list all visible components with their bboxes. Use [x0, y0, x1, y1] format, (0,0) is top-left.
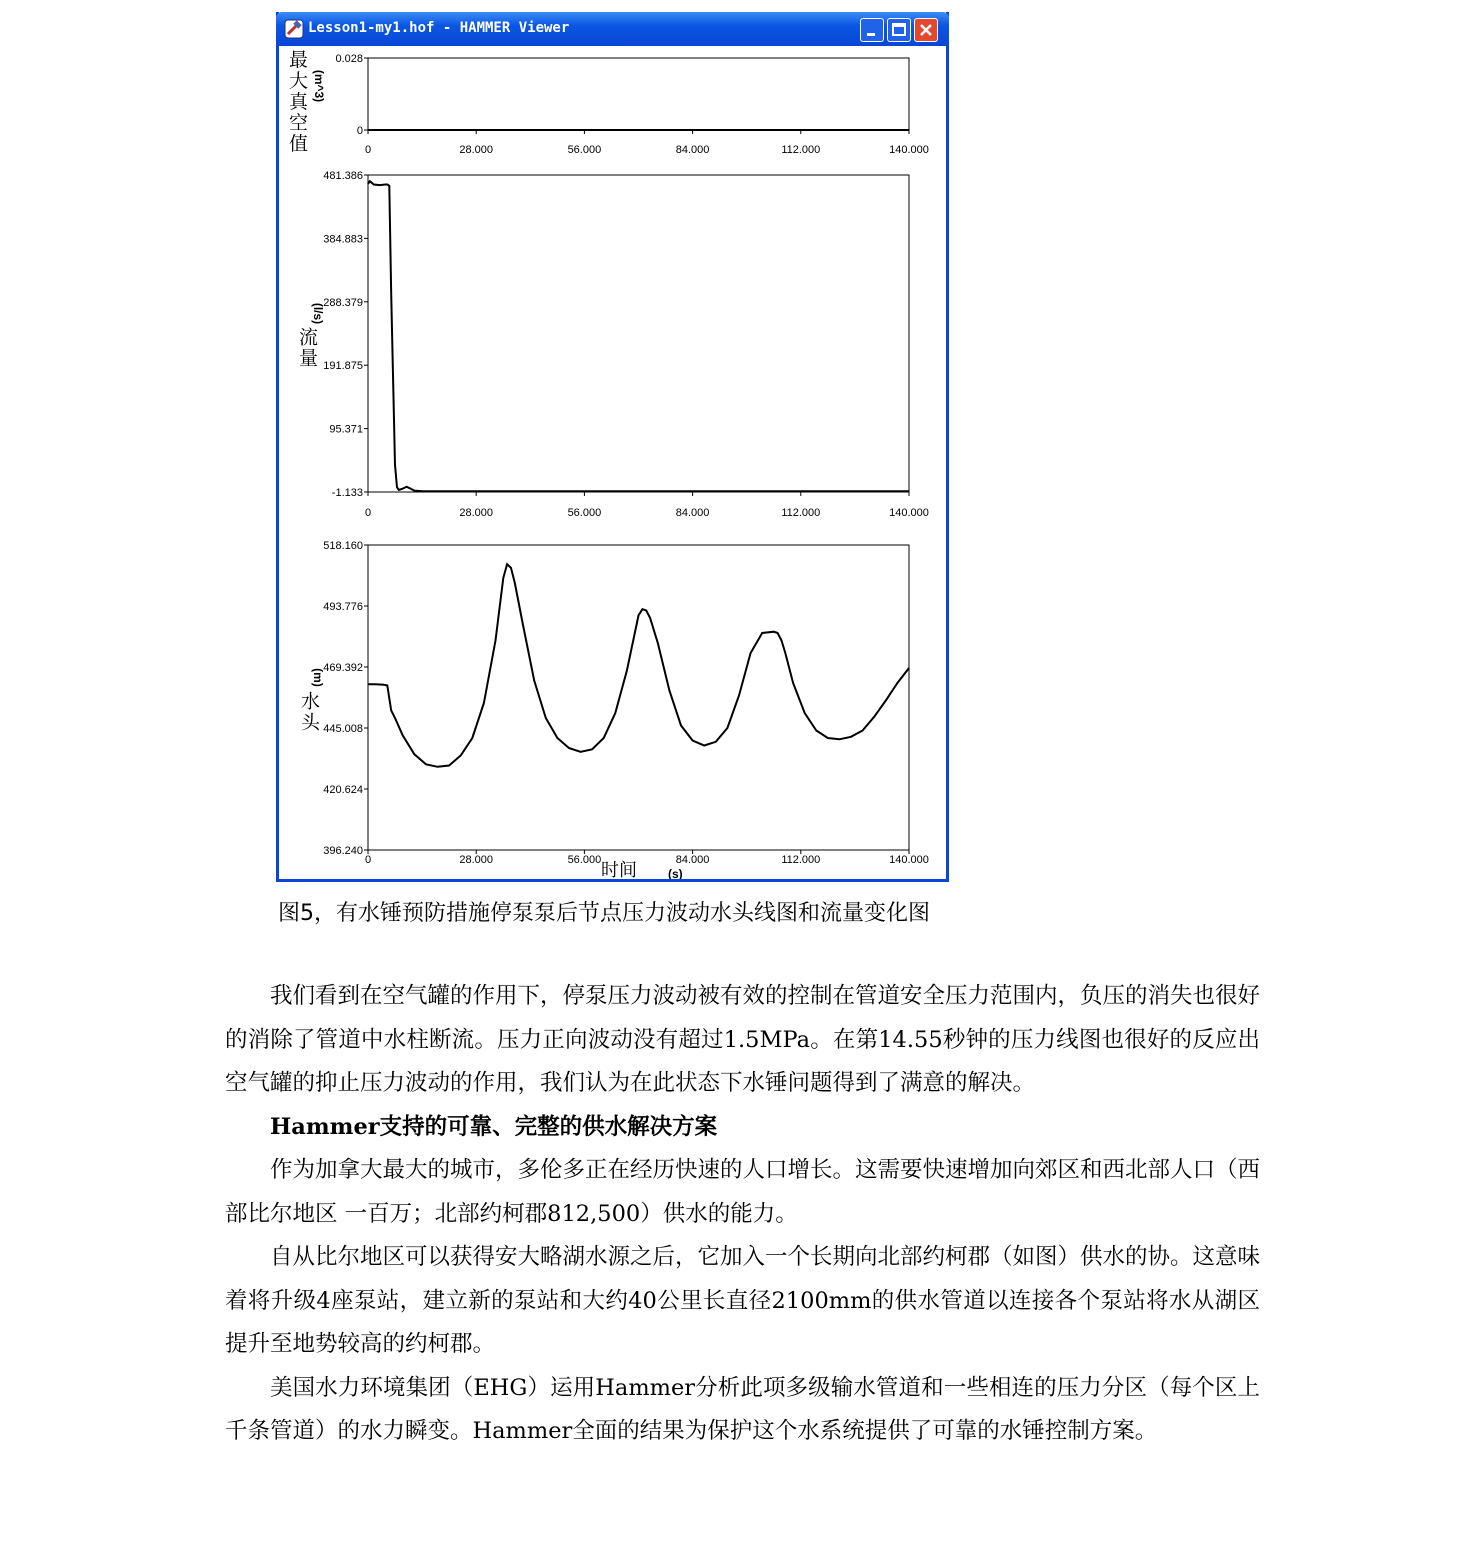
y-tick-label: 445.008 — [323, 723, 363, 735]
y-tick-label: 0 — [356, 125, 363, 137]
y-tick-label: 396.240 — [323, 845, 363, 857]
x-tick-label: 84.000 — [675, 507, 710, 519]
plot-frame — [368, 545, 909, 850]
y-axis-unit: (m) — [311, 668, 325, 687]
x-tick-label: 28.000 — [459, 144, 494, 156]
y-tick-label: 481.386 — [323, 170, 363, 182]
close-button[interactable] — [914, 18, 938, 42]
y-axis-unit: (m^3) — [312, 69, 326, 103]
y-tick-label: 469.392 — [323, 662, 363, 674]
y-axis-label-char: 值 — [289, 134, 309, 155]
x-tick-label: 28.000 — [459, 854, 494, 866]
y-axis-label-char: 水 — [301, 691, 321, 713]
x-tick-label: 112.000 — [781, 507, 821, 519]
maximize-button[interactable] — [887, 18, 911, 42]
y-axis-label-char: 空 — [289, 113, 309, 134]
x-tick-label: 56.000 — [567, 507, 602, 519]
plot-frame — [368, 58, 909, 130]
paragraph: 我们看到在空气罐的作用下，停泵压力波动被有效的控制在管道安全压力范围内，负压的消失也很好的消除了管道中水柱断流。压力正向波动没有超过1.5MPa。在第14.55秒钟的压力线图也很好的反应出空气罐的抑止压力波动的作用，我们认为在此状态下水锤问题得到了满意的解决。 — [225, 983, 1261, 1096]
y-axis-label-char: 量 — [299, 348, 319, 370]
y-tick-label: 95.371 — [329, 423, 363, 436]
minimize-icon — [861, 19, 883, 41]
x-axis-label: 时间 — [601, 860, 637, 879]
x-tick-label: 0 — [364, 144, 372, 156]
x-tick-label: 0 — [364, 854, 372, 866]
series-line — [368, 564, 909, 767]
chart-area — [279, 46, 946, 879]
window-titlebar[interactable] — [276, 12, 949, 46]
y-axis-label-char: 流 — [299, 327, 319, 349]
y-tick-label: 493.776 — [323, 601, 363, 613]
y-tick-label: 0.028 — [335, 53, 363, 65]
article-body — [225, 975, 1260, 1454]
x-tick-label: 84.000 — [675, 144, 710, 156]
series-line — [368, 181, 909, 491]
x-tick-label: 140.000 — [889, 507, 929, 519]
x-tick-label: 112.000 — [781, 854, 821, 866]
hammer-app-icon[interactable] — [284, 19, 304, 39]
x-tick-label: 56.000 — [567, 144, 602, 156]
hammer-viewer-window — [276, 12, 949, 882]
y-tick-label: 420.624 — [323, 784, 363, 796]
window-title: Lesson1-my1.hof - HAMMER Viewer — [308, 20, 570, 36]
y-axis-label-char: 大 — [289, 71, 309, 92]
x-tick-label: 84.000 — [675, 854, 710, 866]
y-axis-unit: (l/s) — [311, 302, 325, 325]
plot-frame — [368, 175, 909, 492]
x-axis-unit: (s) — [668, 867, 683, 879]
x-tick-label: 28.000 — [459, 507, 494, 519]
y-tick-label: -1.133 — [331, 487, 363, 499]
paragraph: 作为加拿大最大的城市，多伦多正在经历快速的人口增长。这需要快速增加向郊区和西北部人口（西部比尔地区 一百万；北部约柯郡812,500）供水的能力。 — [225, 1157, 1261, 1227]
x-tick-label: 56.000 — [567, 854, 602, 866]
x-tick-label: 140.000 — [889, 854, 929, 866]
paragraph: 美国水力环境集团（EHG）运用Hammer分析此项多级输水管道和一些相连的压力分区（每个区上千条管道）的水力瞬变。Hammer全面的结果为保护这个水系统提供了可靠的水锤控制方案。 — [225, 1374, 1260, 1444]
paragraph: 自从比尔地区可以获得安大略湖水源之后，它加入一个长期向北部约柯郡（如图）供水的协。这意味着将升级4座泵站，建立新的泵站和大约40公里长直径2100mm的供水管道以连接各个泵站将水从湖区提升至地势较高的约柯郡。 — [225, 1244, 1261, 1357]
y-tick-label: 518.160 — [323, 540, 363, 552]
y-axis-label-char: 头 — [301, 712, 321, 734]
x-tick-label: 140.000 — [889, 144, 929, 156]
x-tick-label: 0 — [364, 507, 372, 519]
y-tick-label: 384.883 — [323, 233, 363, 246]
y-tick-label: 288.379 — [323, 296, 363, 309]
charts-svg — [279, 46, 946, 879]
section-heading: Hammer支持的可靠、完整的供水解决方案 — [270, 1113, 718, 1140]
minimize-button[interactable] — [860, 18, 884, 42]
x-tick-label: 112.000 — [781, 144, 821, 156]
maximize-icon — [888, 19, 910, 41]
y-tick-label: 191.875 — [323, 360, 363, 373]
figure-caption: 图5，有水锤预防措施停泵泵后节点压力波动水头线图和流量变化图 — [278, 901, 930, 926]
y-axis-label-char: 真 — [289, 92, 309, 113]
y-axis-label-char: 最 — [289, 50, 309, 71]
close-icon — [915, 19, 937, 41]
